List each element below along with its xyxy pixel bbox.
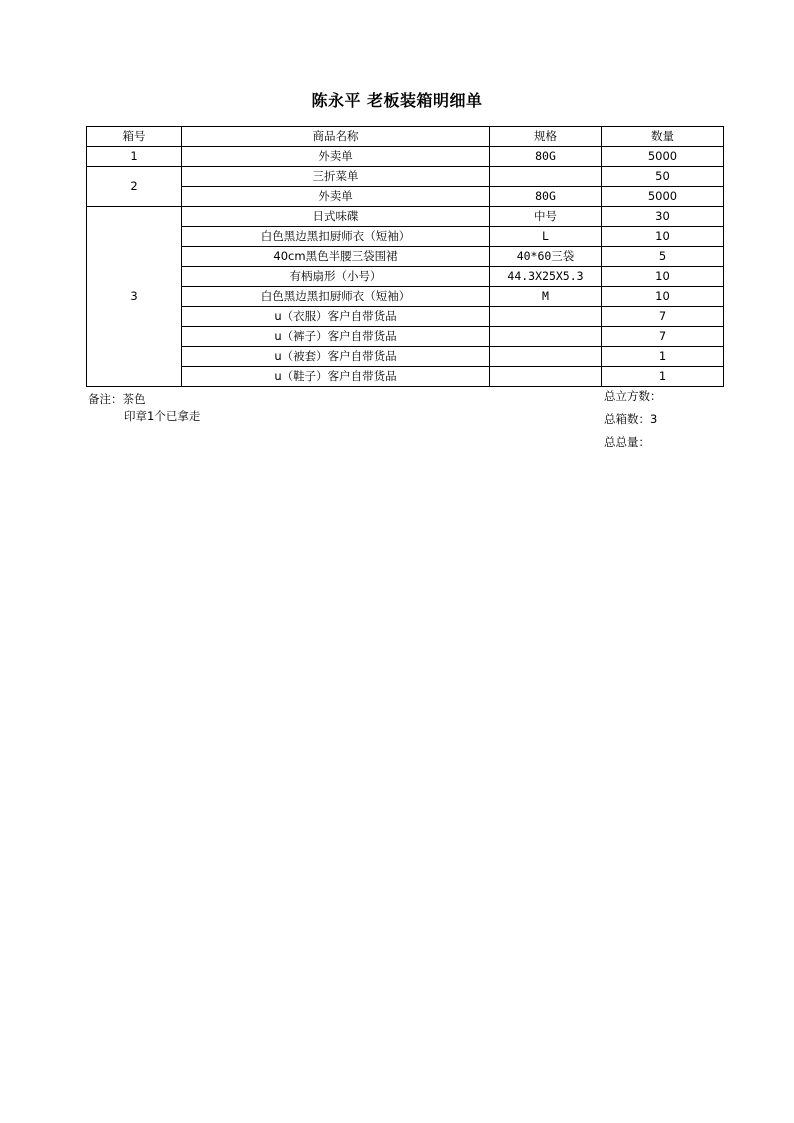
quantity-cell: 50 bbox=[602, 167, 724, 187]
box-number-cell: 1 bbox=[87, 147, 182, 167]
spec-cell: M bbox=[490, 287, 602, 307]
total-volume: 总立方数： bbox=[604, 389, 662, 403]
table-row bbox=[87, 287, 724, 307]
product-name-cell: 外卖单 bbox=[182, 187, 490, 207]
quantity-cell: 5000 bbox=[602, 147, 724, 167]
quantity-cell: 10 bbox=[602, 287, 724, 307]
spec-cell bbox=[490, 367, 602, 387]
quantity-cell: 10 bbox=[602, 267, 724, 287]
spec-cell bbox=[490, 347, 602, 367]
table-row bbox=[87, 187, 724, 207]
table-row bbox=[87, 247, 724, 267]
table-row bbox=[87, 147, 724, 167]
header-spec: 规格 bbox=[490, 127, 602, 147]
box-number-cell: 2 bbox=[87, 167, 182, 207]
quantity-cell: 7 bbox=[602, 327, 724, 347]
spec-cell: 中号 bbox=[490, 207, 602, 227]
quantity-cell: 1 bbox=[602, 367, 724, 387]
packing-list-table bbox=[86, 126, 724, 387]
table-row bbox=[87, 167, 724, 187]
spec-cell bbox=[490, 307, 602, 327]
product-name-cell: 有柄扇形（小号） bbox=[182, 267, 490, 287]
product-name-cell: 白色黑边黑扣厨师衣（短袖） bbox=[182, 227, 490, 247]
spec-cell bbox=[490, 167, 602, 187]
quantity-cell: 30 bbox=[602, 207, 724, 227]
remarks-line-1: 备注：茶色 bbox=[88, 392, 146, 406]
header-box-number: 箱号 bbox=[87, 127, 182, 147]
product-name-cell: 白色黑边黑扣厨师衣（短袖） bbox=[182, 287, 490, 307]
product-name-cell: 40cm黑色半腰三袋围裙 bbox=[182, 247, 490, 267]
table-row bbox=[87, 367, 724, 387]
product-name-cell: u（被套）客户自带货品 bbox=[182, 347, 490, 367]
quantity-cell: 7 bbox=[602, 307, 724, 327]
box-number-cell: 3 bbox=[87, 207, 182, 387]
table-row bbox=[87, 347, 724, 367]
table-row bbox=[87, 207, 724, 227]
table-header-row bbox=[87, 127, 724, 147]
spec-cell bbox=[490, 327, 602, 347]
product-name-cell: u（衣服）客户自带货品 bbox=[182, 307, 490, 327]
quantity-cell: 5000 bbox=[602, 187, 724, 207]
totals-section bbox=[604, 388, 662, 457]
spec-cell: 80G bbox=[490, 147, 602, 167]
remarks-section bbox=[88, 391, 200, 425]
quantity-cell: 1 bbox=[602, 347, 724, 367]
spec-cell: L bbox=[490, 227, 602, 247]
spec-cell: 80G bbox=[490, 187, 602, 207]
document-title: 陈永平 老板装箱明细单 bbox=[311, 91, 483, 110]
table-row bbox=[87, 267, 724, 287]
table-row bbox=[87, 227, 724, 247]
header-quantity: 数量 bbox=[602, 127, 724, 147]
product-name-cell: 三折菜单 bbox=[182, 167, 490, 187]
total-boxes: 总箱数：3 bbox=[604, 412, 658, 426]
product-name-cell: u（鞋子）客户自带货品 bbox=[182, 367, 490, 387]
total-weight: 总总量： bbox=[604, 435, 650, 449]
header-product-name: 商品名称 bbox=[182, 127, 490, 147]
remarks-line-2: 印章1个已拿走 bbox=[124, 409, 201, 423]
product-name-cell: 外卖单 bbox=[182, 147, 490, 167]
spec-cell: 40*60三袋 bbox=[490, 247, 602, 267]
spec-cell: 44.3X25X5.3 bbox=[490, 267, 602, 287]
product-name-cell: 日式味碟 bbox=[182, 207, 490, 227]
product-name-cell: u（裤子）客户自带货品 bbox=[182, 327, 490, 347]
table-row bbox=[87, 307, 724, 327]
quantity-cell: 10 bbox=[602, 227, 724, 247]
table-row bbox=[87, 327, 724, 347]
quantity-cell: 5 bbox=[602, 247, 724, 267]
